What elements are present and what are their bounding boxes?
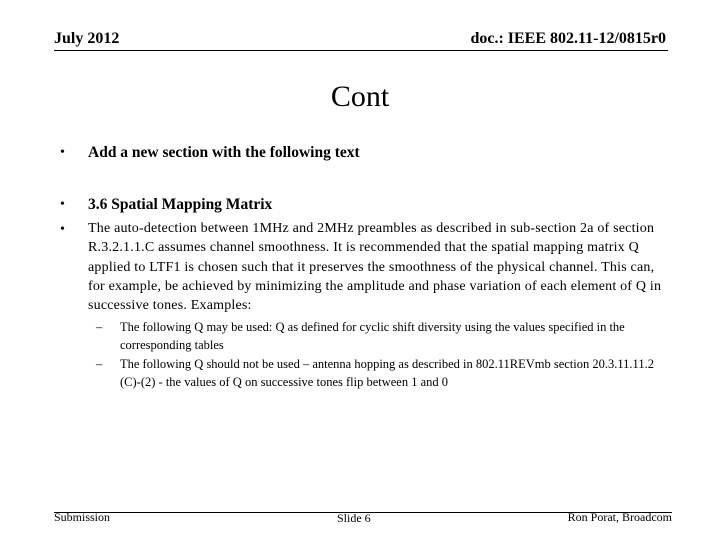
bullet-text-2: 3.6 Spatial Mapping Matrix bbox=[88, 196, 273, 213]
bullet-marker-1: • bbox=[60, 145, 65, 160]
footer-submission: Submission bbox=[54, 510, 111, 524]
sub-bullet-marker-1: – bbox=[96, 320, 103, 334]
bullet-text-3: The auto-detection between 1MHz and 2MHz preambles as described in sub-section 2a of section R.3.2.1.1.C assumes channel smoothness. It is recommended that the spatial mapping matrix Q applied to LTF1 is chosen such that it preserves the smoothness of the physical channel. This can, for example, be achieved by minimizing the amplitude and phase variation of each element of Q in successive tones. Examples: bbox=[88, 221, 662, 314]
bullet-marker-2: • bbox=[60, 197, 65, 212]
header-doc-id: doc.: IEEE 802.11-12/0815r0 bbox=[470, 30, 666, 47]
header-divider bbox=[54, 50, 668, 51]
slide-title: Cont bbox=[330, 80, 390, 113]
sub-bullet-text-1: The following Q may be used: Q as defined for cyclic shift diversity using the values specified in the corresponding tables bbox=[120, 320, 625, 352]
bullet-marker-3: • bbox=[60, 222, 65, 237]
footer-author: Ron Porat, Broadcom bbox=[567, 510, 672, 524]
footer-slide-number: Slide 6 bbox=[337, 511, 371, 525]
sub-bullet-marker-2: – bbox=[96, 357, 103, 371]
bullet-text-1: Add a new section with the following text bbox=[88, 144, 360, 161]
sub-bullet-text-2: The following Q should not be used – antenna hopping as described in 802.11REVmb section 20.3.11.11.2 (C)-(2) - the values of Q on successive tones flip between 1 and 0 bbox=[120, 357, 654, 389]
header-date: July 2012 bbox=[54, 30, 120, 47]
